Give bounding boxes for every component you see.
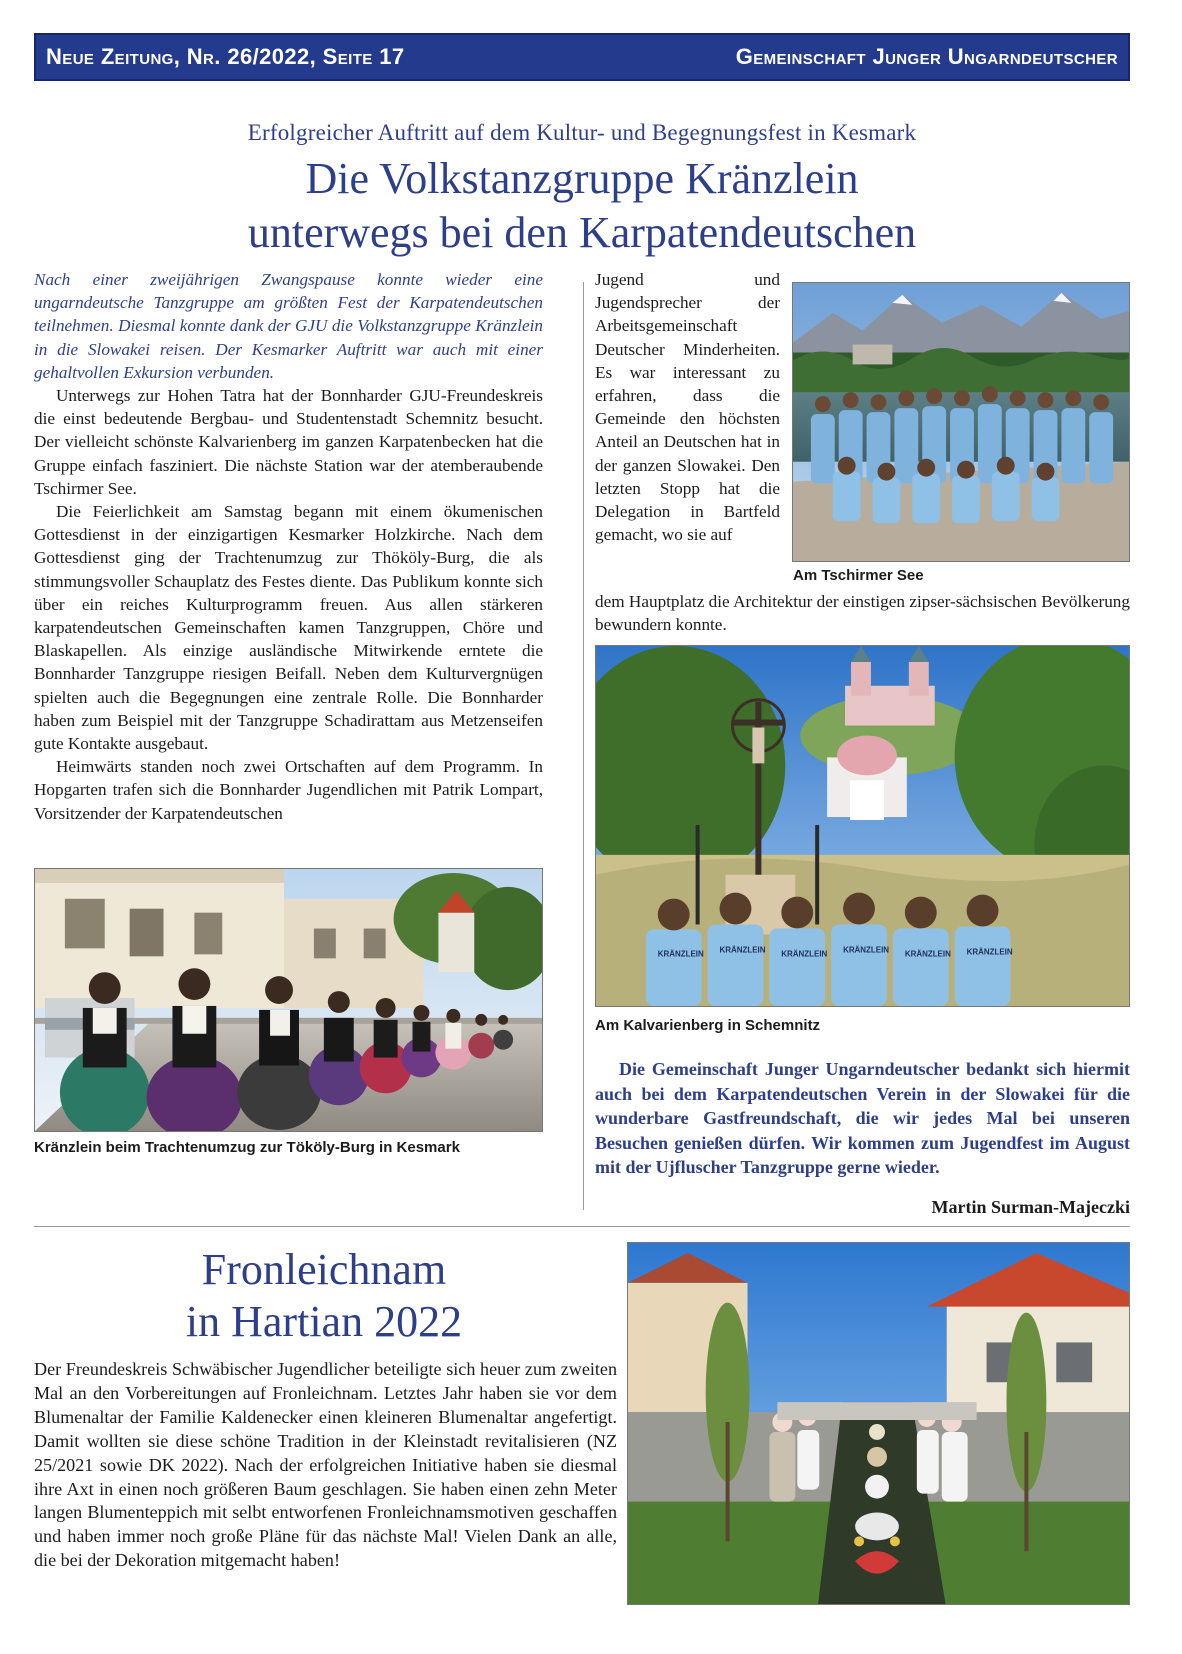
article-author: Martin Surman-Majeczki <box>931 1197 1130 1217</box>
photo-parade <box>34 868 543 1132</box>
article2-title <box>34 1244 614 1348</box>
photo-flower-carpet <box>627 1242 1130 1605</box>
thanks-text: Die Gemeinschaft Junger Ungarndeutscher bedankt sich hiermit auch bei dem Karpatendeutschen Verein in der Slowakei für die wunderbare Gastfreundschaft, die wir jedes Mal bei unseren Besuchen genießen dürfen. Wir kommen zum Jugendfest im August mit der Ujfluscher Tanzgruppe gerne wieder. <box>595 1059 1130 1177</box>
article-headline <box>34 152 1130 260</box>
shirt-print: KRÄNZLEIN <box>904 949 951 959</box>
photo-lake <box>792 282 1130 562</box>
article-column-right-wide <box>595 590 1130 636</box>
article2-body <box>34 1358 617 1573</box>
caption-calvary: Am Kalvarienberg in Schemnitz <box>595 1017 821 1034</box>
article-paragraph: Unterwegs zur Hohen Tatra hat der Bonnharder GJU-Freundeskreis die einst bedeutende Bergbau- und Studentenstadt Schemnitz besucht. Der vielleicht schönste Kalvarienberg im ganzen Karpatenbecken hat die Gruppe einfach fasziniert. Die nächste Station war der atemberaubende Tschirmer See. <box>34 386 543 498</box>
article-paragraph: dem Hauptplatz die Architektur der einstigen zipser-sächsischen Bevölkerung bewundern konnte. <box>595 592 1130 635</box>
article-divider <box>34 1226 1130 1227</box>
page-header <box>34 33 1130 81</box>
article-paragraph: Die Feierlichkeit am Samstag begann mit einem ökumenischen Gottesdienst in der einzigartigen Kesmarker Holzkirche. Nach dem Gottesdienst ging der Trachtenumzug zur Thököly-Burg, die als stimmungsvoller Schauplatz des Festes diente. Das Publikum konnte sich über ein reiches Kulturprogramm freuen. Aus allen stärkeren karpatendeutschen Gemeinschaften kamen Tanzgruppen, Chöre und Blaskapellen. Als einzige ausländische Mitwirkende erntete die Bonnharder Tanzgruppe riesigen Beifall. Neben dem Kulturvergnügen spielten auch die Begegnungen eine zentrale Rolle. Die Bonnharder haben zum Beispiel mit der Tanzgruppe Schadirattam aus Metzenseifen gute Kontakte ausgebaut. <box>34 502 543 754</box>
shirt-print: KRÄNZLEIN <box>843 945 890 955</box>
article2-title-line-2: in Hartian 2022 <box>185 1297 463 1346</box>
parade-image <box>35 869 542 1131</box>
article-column-right-narrow <box>595 268 780 546</box>
flower-carpet-image <box>628 1243 1129 1604</box>
shirt-print: KRÄNZLEIN <box>719 945 766 955</box>
shirt-print: KRÄNZLEIN <box>657 949 704 959</box>
caption-lake: Am Tschirmer See <box>793 567 924 584</box>
calvary-image <box>596 646 1129 1006</box>
column-divider <box>583 282 584 1210</box>
headline-line-1: Die Volkstanzgruppe Kränzlein <box>305 154 859 203</box>
photo-calvary <box>595 645 1130 1007</box>
article-paragraph: Heimwärts standen noch zwei Ortschaften auf dem Programm. In Hopgarten trafen sich die Bonnharder Jugendlichen mit Patrik Lompart, Vorsitzender der Karpatendeutschen <box>34 757 543 823</box>
thanks-note <box>595 1057 1130 1180</box>
headline-line-2: unterwegs bei den Karpatendeutschen <box>247 208 917 257</box>
shirt-print: KRÄNZLEIN <box>966 947 1013 957</box>
article-kicker: Erfolgreicher Auftritt auf dem Kultur- und Begegnungsfest in Kesmark <box>247 120 917 145</box>
article-lead: Nach einer zweijährigen Zwangspause konnte wieder eine ungarndeutsche Tanzgruppe am größten Fest der Karpatendeutschen teilnehmen. Diesmal konnte dank der GJU die Volkstanzgruppe Kränzlein in die Slowakei reisen. Der Kesmarker Auftritt war auch mit einer gehaltvollen Exkursion verbunden. <box>34 270 543 382</box>
caption-parade: Kränzlein beim Trachtenumzug zur Tököly-Burg in Kesmark <box>34 1139 460 1156</box>
article-paragraph: Jugend und Jugendsprecher der Arbeitsgemeinschaft Deutscher Minderheiten. Es war interessant zu erfahren, dass die Gemeinde den höchsten Anteil an Deutschen hat in der ganzen Slowakei. Den letzten Stopp hat die Delegation in Bartfeld gemacht, wo sie auf <box>595 270 780 545</box>
article2-title-line-1: Fronleichnam <box>201 1245 447 1294</box>
lake-image <box>793 283 1129 561</box>
article-column-left <box>34 268 543 825</box>
header-section: Gemeinschaft Junger Ungarndeutscher <box>735 44 1118 69</box>
shirt-print: KRÄNZLEIN <box>781 949 828 959</box>
article2-paragraph: Der Freundeskreis Schwäbischer Jugendlicher beteiligte sich heuer zum zweiten Mal an den Vorbereitungen auf Fronleichnam. Letztes Jahr haben sie vor dem Blumenaltar der Familie Kaldenecker einen kleineren Blumenaltar angefertigt. Damit wollten sie diese schöne Tradition in der Kleinstadt revitalisieren (NZ 25/2021 sowie DK 2022). Nach der erfolgreichen Initiative haben sie diesmal ihre Axt in einen noch größeren Baum geschlagen. Sie haben einen zehn Meter langen Blumenteppich mit selbt entworfenen Fronleichnamsmotiven geschaffen und haben immer noch große Pläne für das nächste Mal! Vielen Dank an alle, die bei der Dekoration mitgemacht haben! <box>34 1359 617 1571</box>
header-publication: Neue Zeitung, Nr. 26/2022, Seite 17 <box>46 44 405 69</box>
